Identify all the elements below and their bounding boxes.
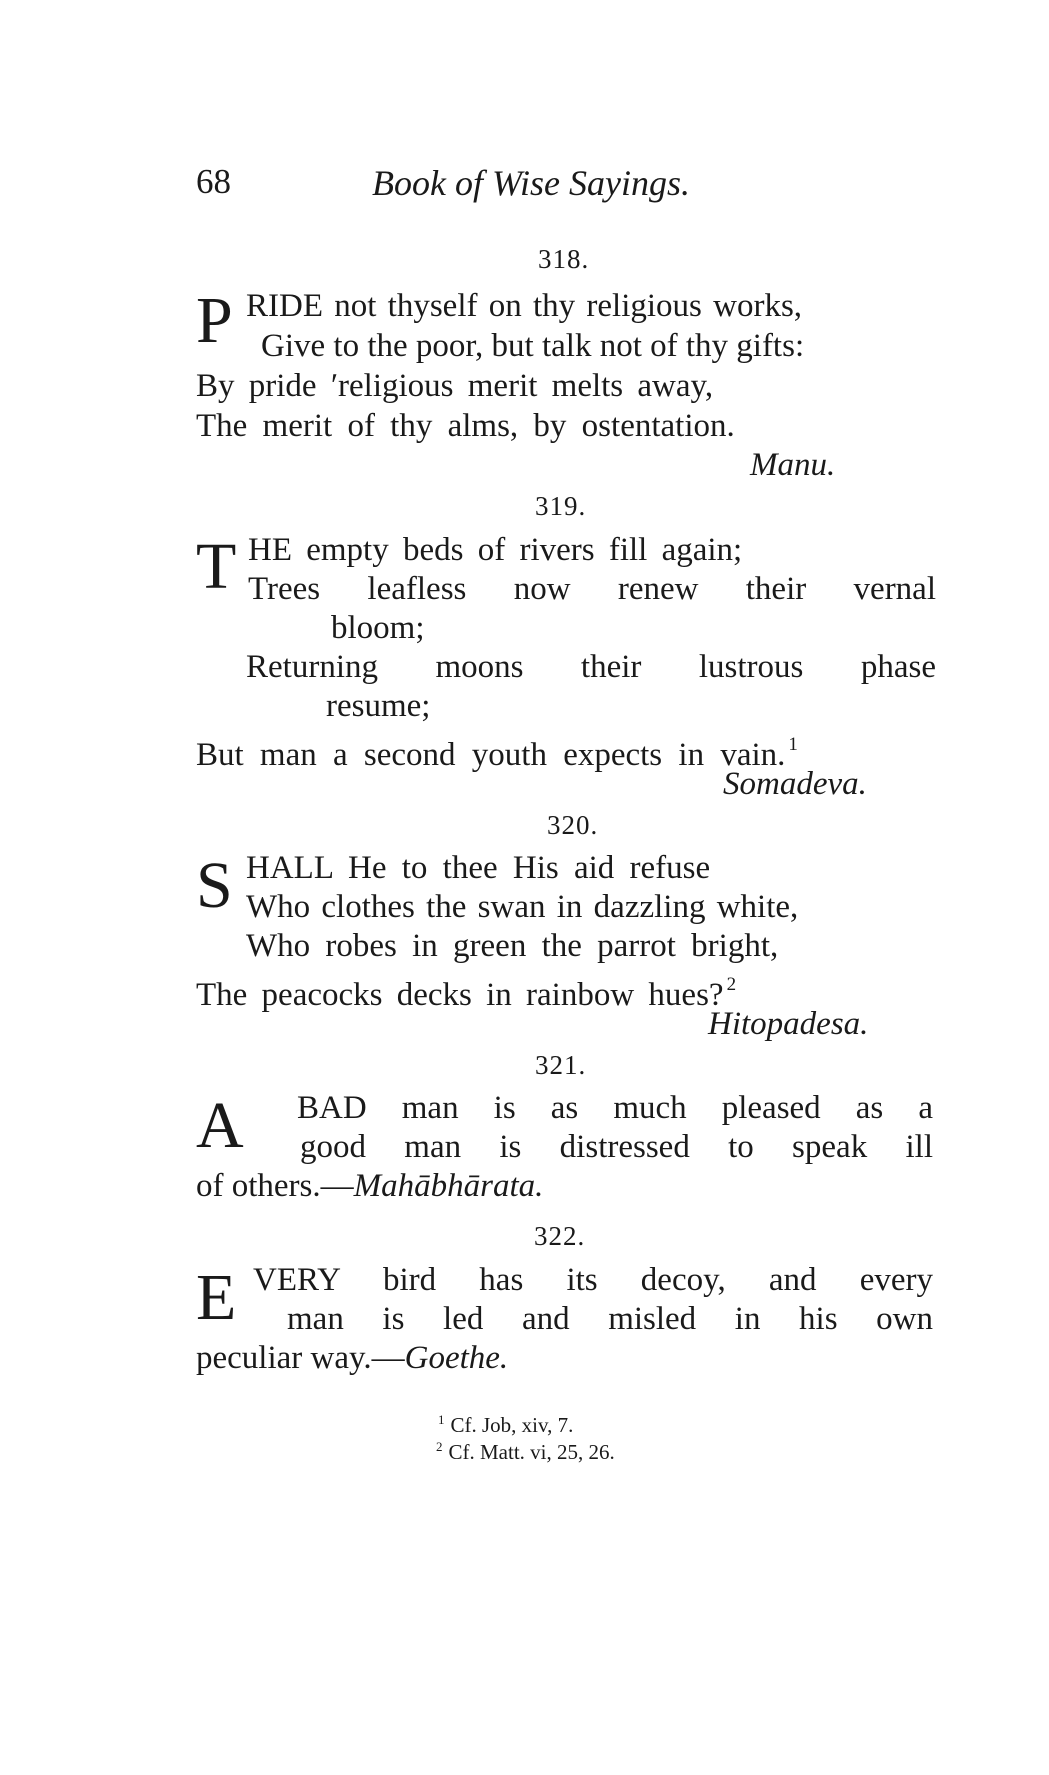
poem-line: Who robes in green the parrot bright, <box>246 928 779 964</box>
book-title: Book of Wise Sayings. <box>372 163 690 203</box>
initial-cap: P <box>196 284 233 357</box>
poem-line-text: But man a second youth expects in vain. <box>196 737 786 773</box>
poem-line: RIDE not thyself on thy religious works, <box>246 288 803 324</box>
poem-line <box>196 1167 543 1205</box>
poem-line <box>196 966 736 1014</box>
saying-number: 322. <box>534 1221 586 1251</box>
footnote-2 <box>436 1439 615 1465</box>
poem-line: By pride ʹreligious merit melts away, <box>196 368 714 404</box>
poem-line: VERY bird has its decoy, and every <box>253 1262 933 1298</box>
attribution: Manu. <box>750 447 836 483</box>
poem-line-text: The peacocks decks in rainbow hues? <box>196 977 724 1013</box>
poem-line: Give to the poor, but talk not of thy gifts: <box>261 328 805 364</box>
poem-line-text: peculiar way.— <box>196 1340 405 1376</box>
poem-line: Who clothes the swan in dazzling white, <box>246 889 799 925</box>
poem-line: good man is distressed to speak ill <box>300 1129 933 1165</box>
poem-line <box>196 726 798 774</box>
poem-line-text: of others.— <box>196 1168 354 1204</box>
footnote-1 <box>438 1412 573 1438</box>
poem-line: bloom; <box>331 610 425 646</box>
initial-cap: A <box>196 1089 244 1162</box>
attribution: Hitopadesa. <box>708 1006 869 1042</box>
footnote-mark: 2 <box>436 1439 443 1454</box>
poem-line <box>196 1339 508 1377</box>
page-number: 68 <box>196 162 231 201</box>
footnote-mark: 1 <box>438 1412 445 1427</box>
poem-line: BAD man is as much pleased as a <box>297 1090 933 1126</box>
footnote-text: Cf. Matt. vi, 25, 26. <box>448 1440 615 1464</box>
attribution: Goethe. <box>404 1340 509 1376</box>
saying-number: 320. <box>547 810 599 840</box>
initial-cap: T <box>196 530 237 603</box>
attribution: Mahābhārata. <box>353 1168 544 1204</box>
saying-number: 318. <box>538 244 590 274</box>
attribution: Somadeva. <box>723 766 867 802</box>
poem-line: HE empty beds of rivers fill again; <box>248 532 743 568</box>
initial-cap: S <box>196 849 233 922</box>
poem-line: The merit of thy alms, by ostentation. <box>196 408 735 444</box>
footnote-text: Cf. Job, xiv, 7. <box>450 1413 574 1437</box>
running-head <box>196 162 956 212</box>
saying-number: 321. <box>535 1050 587 1080</box>
poem-line: Trees leafless now renew their vernal <box>248 571 936 607</box>
poem-line: resume; <box>326 688 431 724</box>
initial-cap: E <box>196 1261 237 1334</box>
poem-line: Returning moons their lustrous phase <box>246 649 936 685</box>
footnote-ref: 2 <box>726 974 737 995</box>
footnote-ref: 1 <box>788 734 798 755</box>
poem-line: HALL He to thee His aid refuse <box>246 850 711 886</box>
poem-line: man is led and misled in his own <box>287 1301 933 1337</box>
saying-number: 319. <box>535 491 587 521</box>
